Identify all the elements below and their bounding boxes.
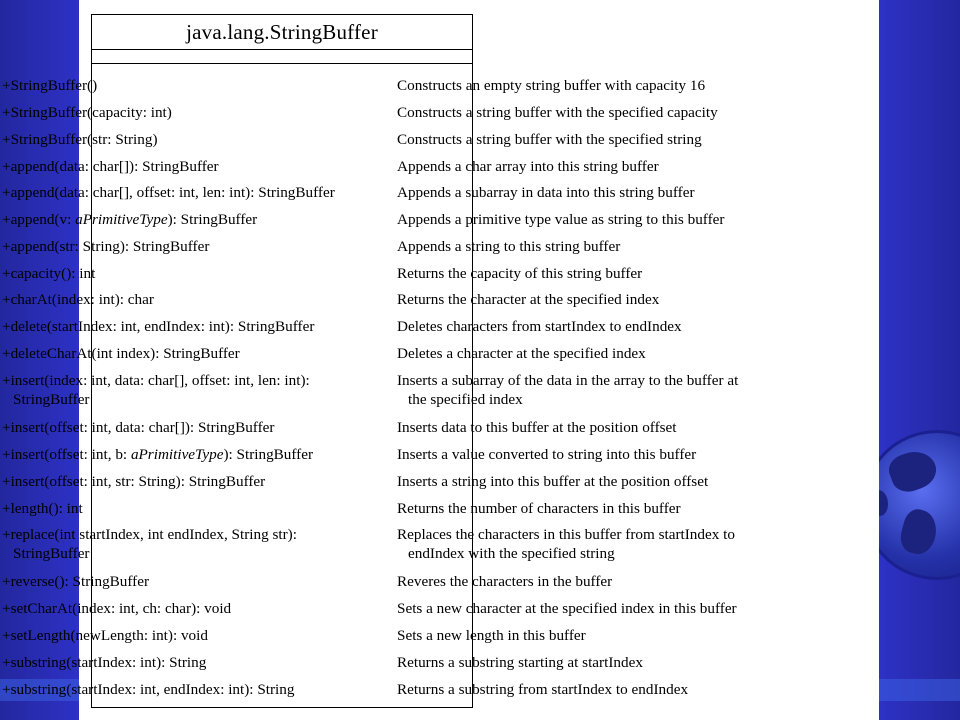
method-signature: +deleteCharAt(int index): StringBuffer [2, 345, 240, 362]
method-description: Appends a string to this string buffer [397, 238, 621, 255]
method-signature: +StringBuffer() [2, 77, 98, 94]
method-signature: +reverse(): StringBuffer [2, 573, 150, 590]
method-description: Inserts data to this buffer at the position offset [397, 419, 677, 436]
method-signature: +length(): int [2, 500, 83, 517]
method-signature: +append(str: String): StringBuffer [2, 238, 210, 255]
method-description: Constructs a string buffer with the specified capacity [397, 104, 718, 121]
method-description: Constructs a string buffer with the specified string [397, 131, 702, 148]
uml-class-name: java.lang.StringBuffer [92, 15, 472, 50]
method-signature: +setLength(newLength: int): void [2, 627, 208, 644]
method-signature: +append(data: char[], offset: int, len: int): StringBuffer [2, 184, 335, 201]
method-signature: +insert(offset: int, str: String): StringBuffer [2, 473, 266, 490]
method-signature: +replace(int startIndex, int endIndex, String str): StringBuffer [2, 526, 297, 562]
method-signature: +setCharAt(index: int, ch: char): void [2, 600, 232, 617]
method-description: Returns a substring from startIndex to endIndex [397, 681, 689, 698]
method-description: Returns the number of characters in this buffer [397, 500, 681, 517]
method-description: Appends a primitive type value as string to this buffer [397, 211, 725, 228]
method-description: Reveres the characters in the buffer [397, 573, 613, 590]
method-signature: +charAt(index: int): char [2, 291, 154, 308]
method-description: Sets a new length in this buffer [397, 627, 586, 644]
method-description: Returns a substring starting at startIndex [397, 654, 643, 671]
method-signature: +substring(startIndex: int): String [2, 654, 207, 671]
method-description: Returns the capacity of this string buffer [397, 265, 643, 282]
method-description: Sets a new character at the specified index in this buffer [397, 600, 737, 617]
method-description: Appends a subarray in data into this string buffer [397, 184, 695, 201]
method-description: Returns the character at the specified index [397, 291, 660, 308]
method-signature: +append(v: aPrimitiveType): StringBuffer [2, 211, 258, 228]
method-description: Inserts a string into this buffer at the position offset [397, 473, 709, 490]
method-signature: +insert(offset: int, b: aPrimitiveType): StringBuffer [2, 446, 314, 463]
method-description: Deletes characters from startIndex to endIndex [397, 318, 682, 335]
method-signature: +capacity(): int [2, 265, 96, 282]
method-signature: +insert(index: int, data: char[], offset: int, len: int): StringBuffer [2, 372, 310, 408]
method-signature: +delete(startIndex: int, endIndex: int): StringBuffer [2, 318, 315, 335]
method-description: Inserts a value converted to string into this buffer [397, 446, 697, 463]
method-signature: +insert(offset: int, data: char[]): StringBuffer [2, 419, 275, 436]
method-description: Replaces the characters in this buffer from startIndex to endIndex with the specified string [397, 526, 735, 562]
method-signature: +StringBuffer(capacity: int) [2, 104, 172, 121]
method-description: Inserts a subarray of the data in the array to the buffer at the specified index [397, 372, 739, 408]
method-description: Deletes a character at the specified index [397, 345, 646, 362]
method-description: Constructs an empty string buffer with capacity 16 [397, 77, 706, 94]
uml-attribute-divider [92, 63, 472, 64]
method-signature: +substring(startIndex: int, endIndex: int): String [2, 681, 295, 698]
method-description: Appends a char array into this string buffer [397, 158, 659, 175]
method-signature: +append(data: char[]): StringBuffer [2, 158, 219, 175]
method-signature: +StringBuffer(str: String) [2, 131, 158, 148]
